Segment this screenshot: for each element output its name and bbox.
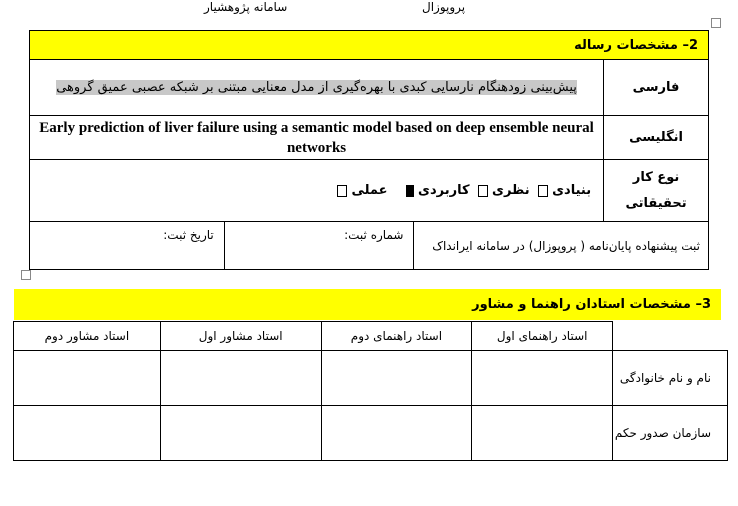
type-theoretical-label: نظری [492,183,530,198]
advisor-cell[interactable] [472,406,613,461]
advisor-cell[interactable] [321,351,472,406]
english-label: انگلیسی [604,116,709,160]
table-resize-handle[interactable] [21,270,31,280]
corner-empty-cell [613,322,728,351]
type-option-applied[interactable] [402,183,469,198]
checkbox-icon[interactable] [478,185,488,197]
research-type-label: نوع کار تحقیقاتی [604,160,709,222]
advisors-table [13,321,728,461]
register-date-label[interactable]: تاریخ ثبت: [30,222,225,270]
type-practical-label: عملی [351,183,388,198]
column-header: استاد مشاور دوم [14,322,161,351]
checkbox-checked-icon[interactable] [406,185,414,197]
advisor-cell[interactable] [321,406,472,461]
header-left-text: پروپوزال [422,0,466,14]
thesis-specs-table [29,30,709,270]
header-right-text: سامانه پژوهشیار [204,0,288,14]
section3-title: 3– مشخصات استادان راهنما و مشاور [14,289,721,320]
advisor-cell[interactable] [14,351,161,406]
advisor-cell[interactable] [160,406,321,461]
advisor-cell[interactable] [14,406,161,461]
english-title[interactable]: Early prediction of liver failure using a semantic model based on deep ensemble neural networks [30,116,604,160]
advisor-cell[interactable] [160,351,321,406]
row-label-name: نام و نام خانوادگی [613,351,728,406]
column-header: استاد مشاور اول [160,322,321,351]
farsi-label: فارسی [604,60,709,116]
type-option-basic[interactable] [534,183,591,198]
register-number-label[interactable]: شماره ثبت: [224,222,414,270]
farsi-title[interactable]: پیش‌بینی زودهنگام نارسایی کبدی با بهره‌گیری از مدل معنایی مبتنی بر شبکه عصبی عمیق گروهی [56,79,577,95]
advisor-cell[interactable] [472,351,613,406]
register-text: ثبت پیشنهاده پایان‌نامه ( پروپوزال) در سامانه ایرانداک [414,222,709,270]
row-label-organization: سازمان صدور حکم [613,406,728,461]
checkbox-icon[interactable] [538,185,548,197]
type-option-practical[interactable] [333,183,387,198]
column-header: استاد راهنمای دوم [321,322,472,351]
checkbox-icon[interactable] [337,185,347,197]
farsi-title-cell [30,60,604,116]
research-type-options [30,160,604,222]
type-applied-label: کاربردی [418,183,470,198]
section2-title: 2– مشخصات رساله [30,31,709,60]
column-header: استاد راهنمای اول [472,322,613,351]
type-option-theoretical[interactable] [474,183,530,198]
table-move-handle[interactable] [711,18,721,28]
type-basic-label: بنیادی [552,183,592,198]
